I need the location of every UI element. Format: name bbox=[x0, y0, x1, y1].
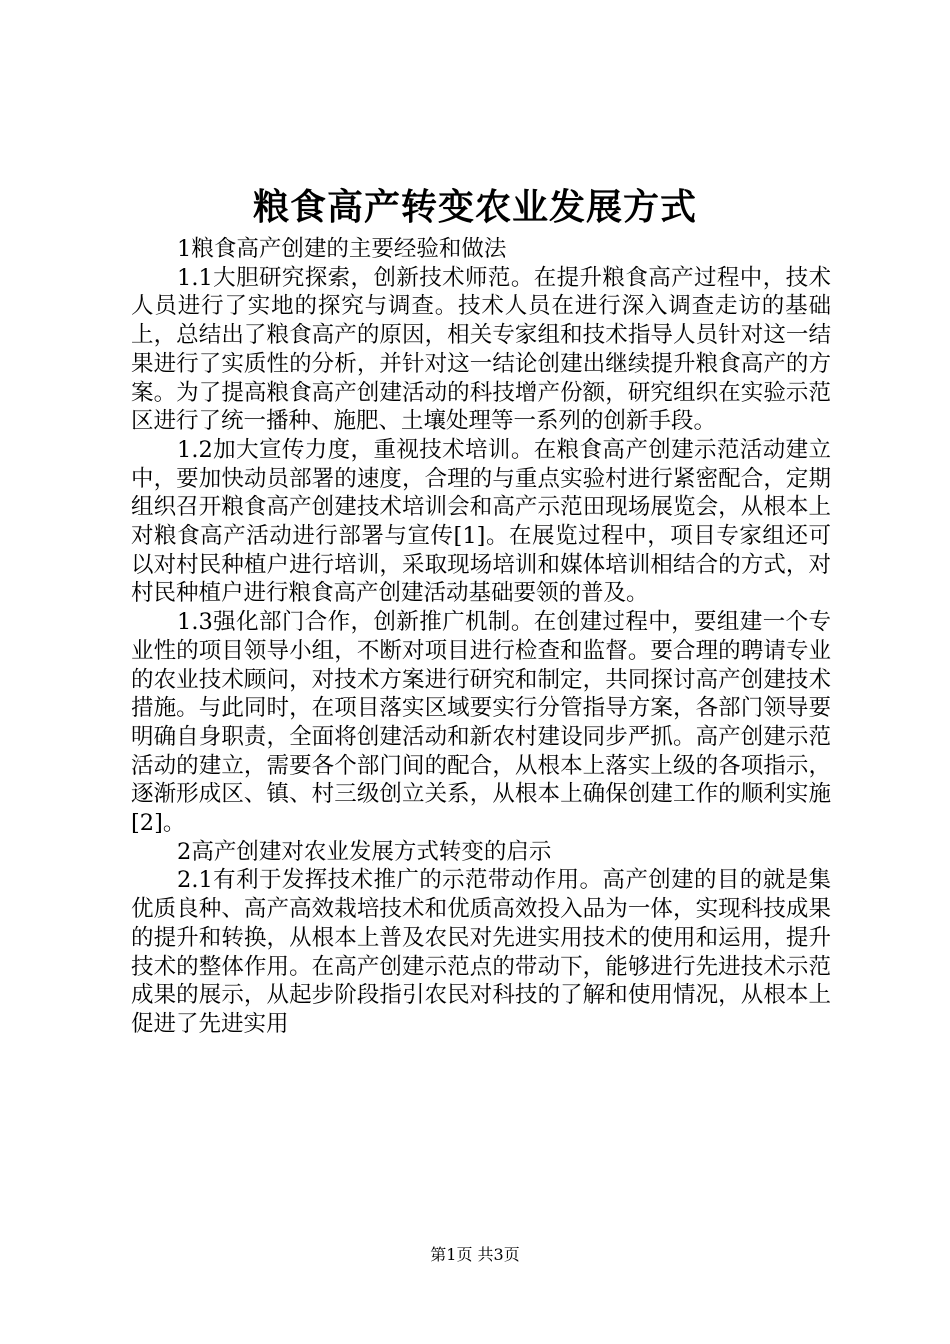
page-footer: 第1页 共3页 bbox=[430, 1245, 520, 1264]
paragraph-1-2: 1.2加大宣传力度，重视技术培训。在粮食高产创建示范活动建立中，要加快动员部署的速度，合理的与重点实验村进行紧密配合，定期组织召开粮食高产创建技术培训会和高产示范田现场展览会，从根本上对粮食高产活动进行部署与宣传[1]。在展览过程中，项目专家组还可以对村民种植户进行培训，采取现场培训和媒体培训相结合的方式，对村民种植户进行粮食高产创建活动基础要领的普及。 bbox=[131, 436, 831, 607]
paragraph-1-3: 1.3强化部门合作，创新推广机制。在创建过程中，要组建一个专业性的项目领导小组，不断对项目进行检查和监督。要合理的聘请专业的农业技术顾问，对技术方案进行研究和制定，共同探讨高产创建技术措施。与此同时，在项目落实区域要实行分管指导方案，各部门领导要明确自身职责，全面将创建活动和新农村建设同步严抓。高产创建示范活动的建立，需要各个部门间的配合，从根本上落实上级的各项指示，逐渐形成区、镇、村三级创立关系，从根本上确保创建工作的顺利实施[2]。 bbox=[131, 609, 831, 837]
paragraph-1-1: 1.1大胆研究探索，创新技术师范。在提升粮食高产过程中，技术人员进行了实地的探究与调查。技术人员在进行深入调查走访的基础上，总结出了粮食高产的原因，相关专家组和技术指导人员针对这一结果进行了实质性的分析，并针对这一结论创建出继续提升粮食高产的方案。为了提高粮食高产创建活动的科技增产份额，研究组织在实验示范区进行了统一播种、施肥、土壤处理等一系列的创新手段。 bbox=[131, 264, 831, 435]
document-title: 粮食高产转变农业发展方式 bbox=[252, 187, 697, 228]
section-heading-1: 1粮食高产创建的主要经验和做法 bbox=[177, 236, 507, 262]
paragraph-2-1: 2.1有利于发挥技术推广的示范带动作用。高产创建的目的就是集优质良种、高产高效栽培技术和优质高效投入品为一体，实现科技成果的提升和转换，从根本上普及农民对先进实用技术的使用和运用，提升技术的整体作用。在高产创建示范点的带动下，能够进行先进技术示范成果的展示，从起步阶段指引农民对科技的了解和使用情况，从根本上促进了先进实用 bbox=[131, 867, 831, 1037]
section-heading-2: 2高产创建对农业发展方式转变的启示 bbox=[177, 838, 552, 865]
document-body bbox=[131, 235, 831, 1039]
